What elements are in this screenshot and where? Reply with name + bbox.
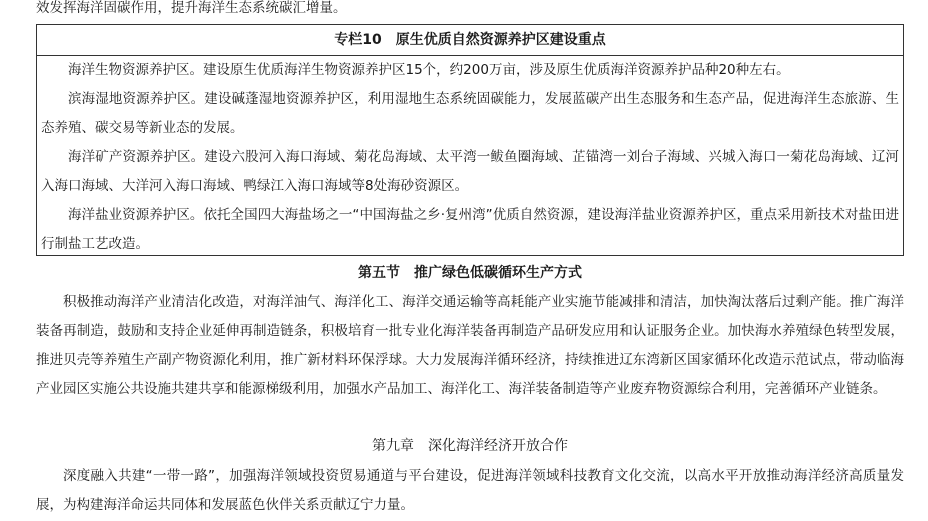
box-paragraph-coastal-wetland: 滨海湿地资源养护区。建设碱蓬湿地资源养护区，利用湿地生态系统固碳能力，发展蓝碳产出生态服务和生态产品，促进海洋生态旅游、生态养殖、碳交易等新业态的发展。 (41, 91, 899, 136)
box-paragraph-sea-salt: 海洋盐业资源养护区。依托全国四大海盐场之一“中国海盐之乡·复州湾”优质自然资源，建设海洋盐业资源养护区，重点采用新技术对盐田进行制盐工艺改造。 (41, 207, 899, 252)
box-paragraph-marine-biology: 海洋生物资源养护区。建设原生优质海洋生物资源养护区15个，约200万亩，涉及原生优质海洋资源养护品种20种左右。 (68, 62, 790, 78)
chapter-paragraph: 深度融入共建“一带一路”，加强海洋领域投资贸易通道与平台建设，促进海洋领域科技教育文化交流，以高水平开放推动海洋经济高质量发展，为构建海洋命运共同体和发展蓝色伙伴关系贡献辽宁力量。 (36, 468, 904, 513)
column-box (36, 24, 904, 256)
column-box-body (37, 56, 903, 259)
section-body (36, 288, 904, 404)
section-paragraph: 积极推动海洋产业清洁化改造，对海洋油气、海洋化工、海洋交通运输等高耗能产业实施节能减排和清洁，加快淘汰落后过剩产能。推广海洋装备再制造，鼓励和支持企业延伸再制造链条，积极培育一批专业化海洋装备再制造产品研发应用和认证服务企业。加快海水养殖绿色转型发展，推进贝壳等养殖生产副产物资源化利用，推广新材料环保浮球。大力发展海洋循环经济，持续推进辽东湾新区国家循环化改造示范试点，带动临海产业园区实施公共设施共建共享和能源梯级利用，加强水产品加工、海洋化工、海洋装备制造等产业废弃物资源综合利用，完善循环产业链条。 (36, 294, 904, 397)
box-paragraph-marine-minerals: 海洋矿产资源养护区。建设六股河入海口海域、菊花岛海域、太平湾一鲅鱼圈海域、芷锚湾一刘台子海域、兴城入海口一菊花岛海域、辽河入海口海域、大洋河入海口海域、鸭绿江入海口海域等8处海砂资源区。 (41, 149, 899, 194)
chapter-body (36, 462, 904, 520)
chapter-title: 第九章 深化海洋经济开放合作 (372, 438, 568, 454)
preceding-text-line: 效发挥海洋固碳作用，提升海洋生态系统碳汇增量。 (36, 0, 347, 16)
section-title: 第五节 推广绿色低碳循环生产方式 (358, 265, 582, 281)
column-box-title: 专栏10 原生优质自然资源养护区建设重点 (37, 25, 903, 56)
